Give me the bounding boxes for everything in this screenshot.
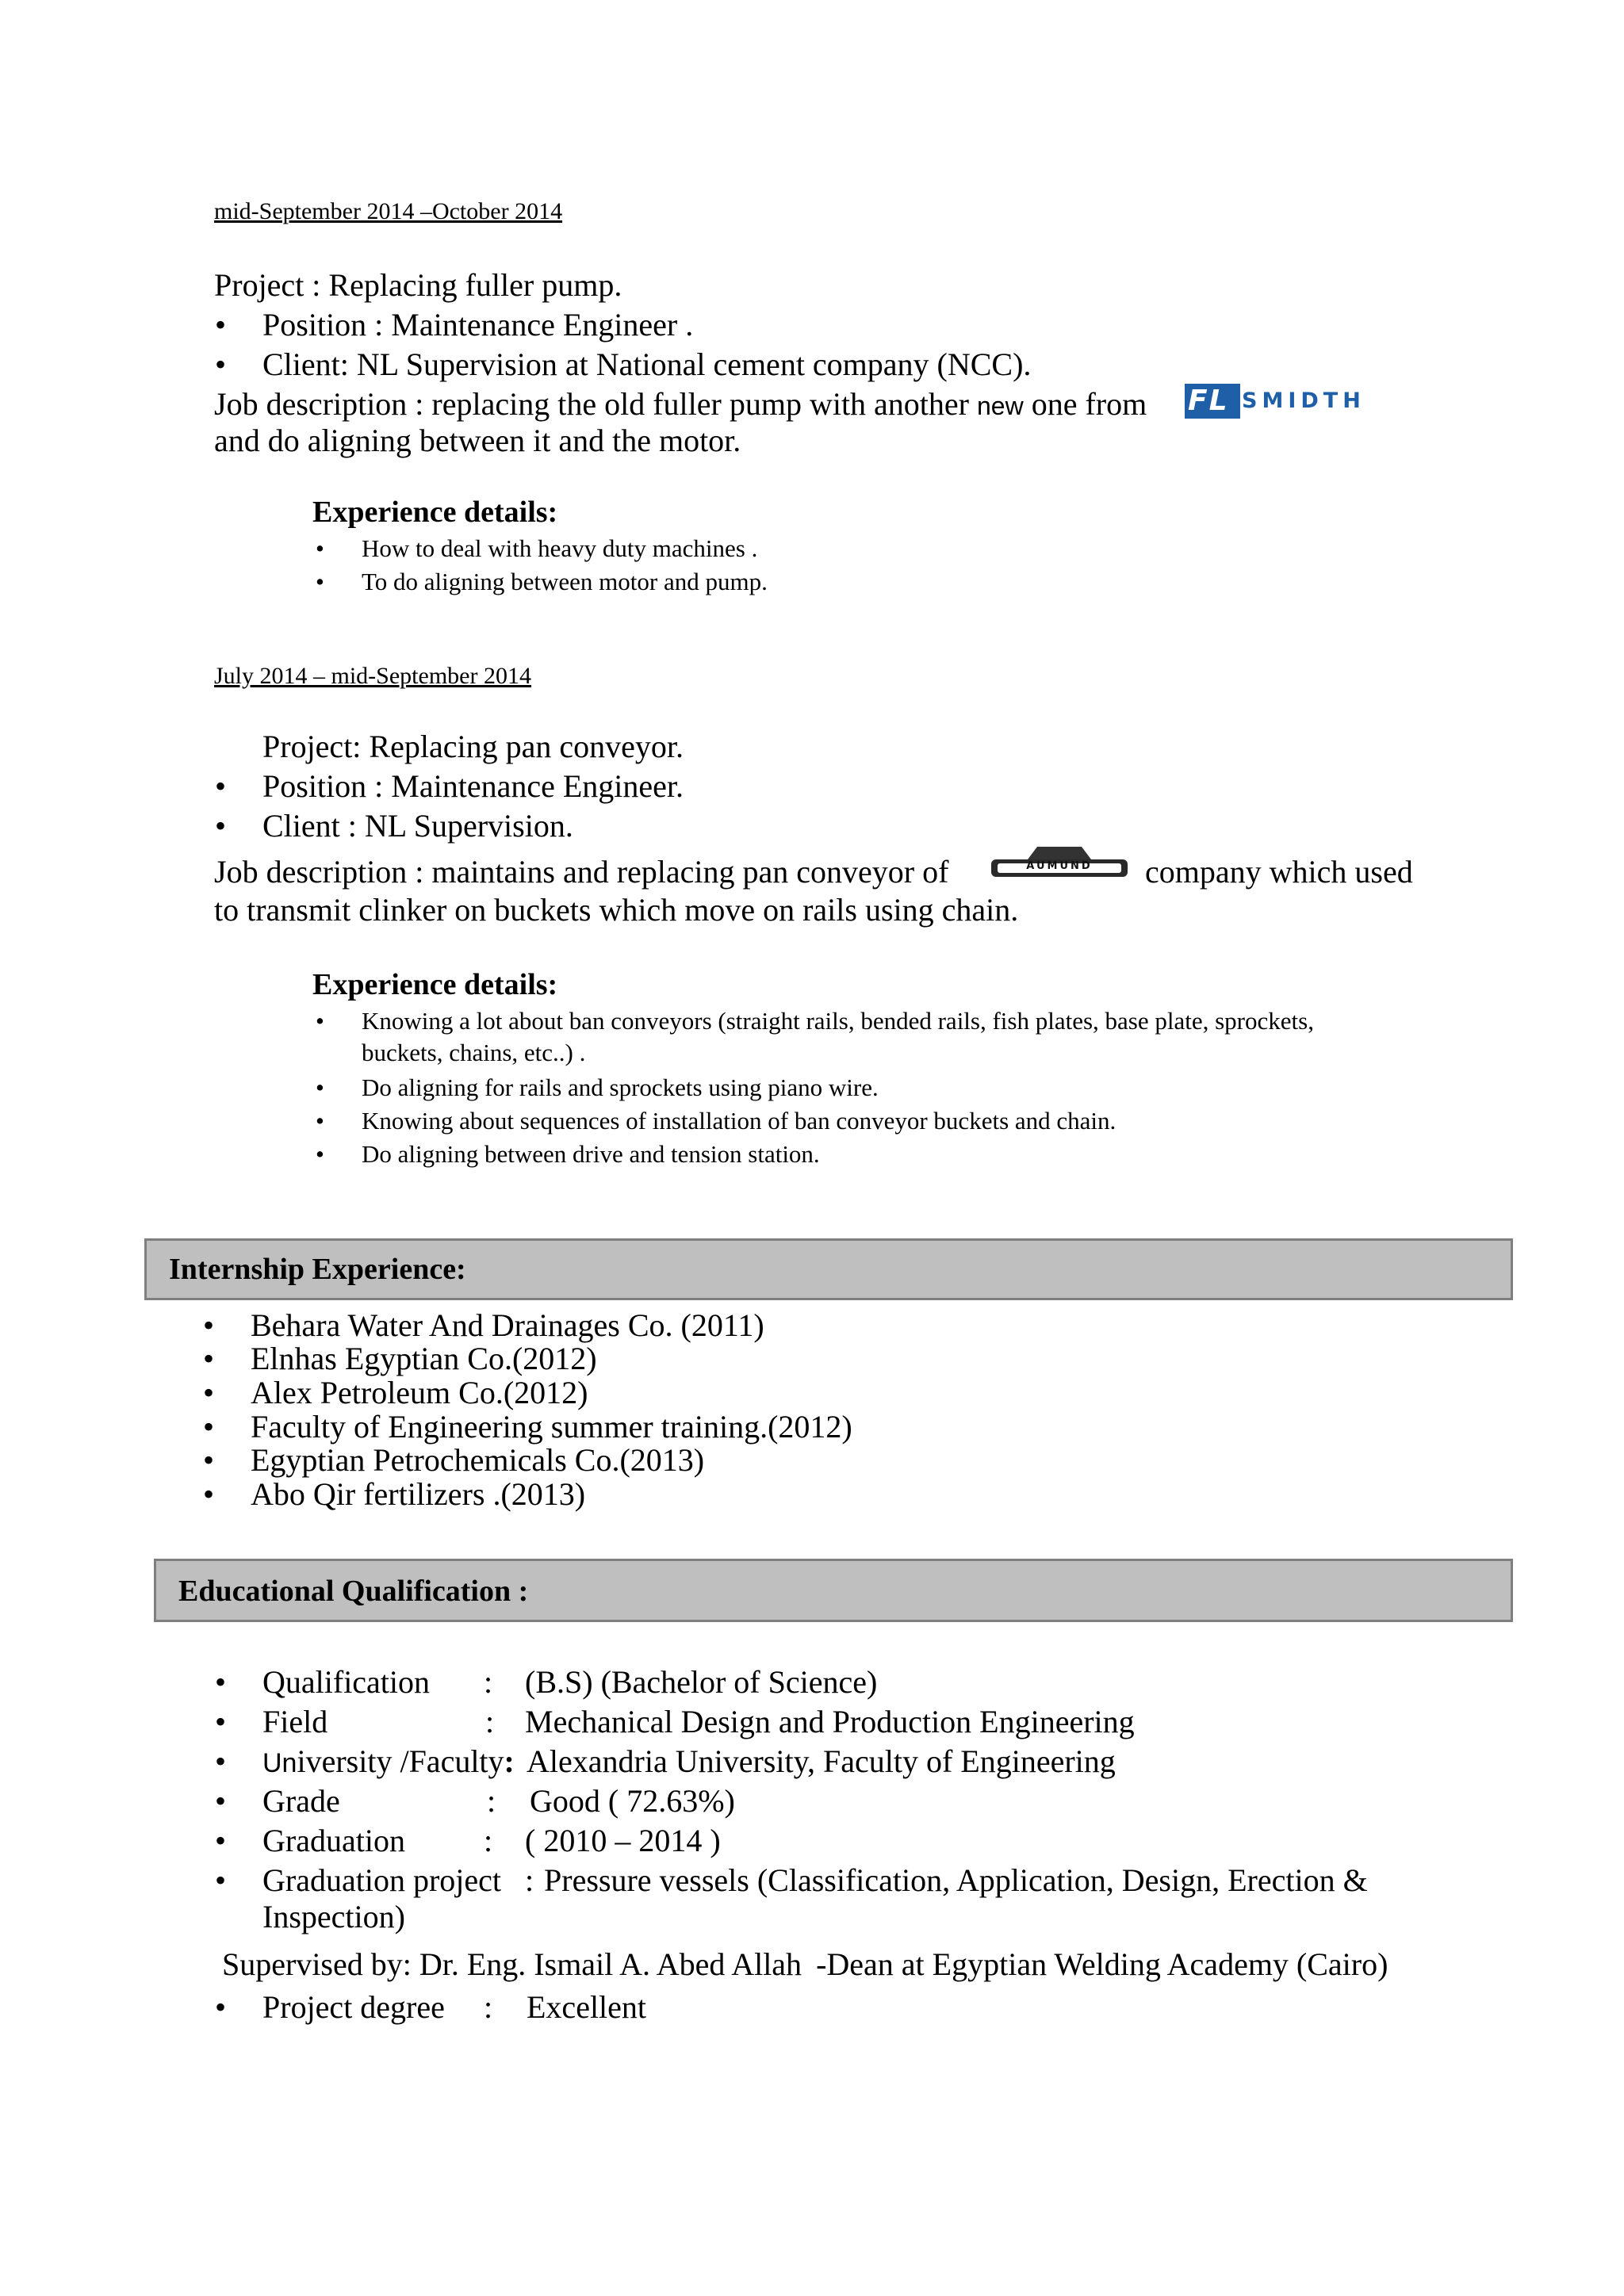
education-supervised-by: Supervised by: Dr. Eng. Ismail A. Abed Allah (222, 1946, 802, 1982)
exp2-position: • Position : Maintenance Engineer. (262, 767, 684, 805)
education-project-label: • Graduation project (262, 1862, 501, 1899)
education-graduation-value: ( 2010 – 2014 ) (525, 1823, 721, 1858)
education-qualification-value: (B.S) (Bachelor of Science) (525, 1664, 878, 1700)
aumund-logo-text: AUMUND (1026, 860, 1093, 872)
education-colon: : (525, 1862, 534, 1898)
education-colon: : (484, 1989, 493, 2025)
internship-section-header (144, 1238, 1513, 1300)
flsmidth-logo-smidth: SMIDTH (1242, 388, 1365, 413)
exp2-detail-item: • Do aligning for rails and sprockets using piano wire. (362, 1073, 879, 1102)
exp1-project: Project : Replacing fuller pump. (214, 267, 622, 303)
education-university-label (262, 1743, 515, 1780)
education-title: Educational Qualification : (178, 1575, 529, 1608)
exp1-job-description (214, 385, 1147, 423)
internship-item: • Behara Water And Drainages Co. (2011) (251, 1307, 764, 1344)
exp1-job-line2: and do aligning between it and the motor. (214, 423, 741, 458)
internship-title: Internship Experience: (169, 1253, 466, 1286)
exp2-job-pre: Job description : maintains and replacing pan conveyor of (214, 854, 949, 890)
education-colon: : (487, 1783, 496, 1819)
exp1-client: • Client: NL Supervision at National cement company (NCC). (262, 346, 1031, 383)
education-section-header (154, 1559, 1513, 1622)
education-colon: : (484, 1664, 493, 1700)
education-field-label: • Field (262, 1703, 327, 1740)
internship-item: • Egyptian Petrochemicals Co.(2013) (251, 1441, 704, 1479)
exp2-project: Project: Replacing pan conveyor. (262, 729, 684, 764)
internship-item: • Faculty of Engineering summer training.(2012) (251, 1408, 852, 1445)
exp1-detail-item: • How to deal with heavy duty machines . (362, 534, 757, 563)
education-graduation-label: • Graduation (262, 1822, 405, 1859)
education-grade-value: Good ( 72.63%) (530, 1783, 735, 1819)
exp2-client: • Client : NL Supervision. (262, 807, 573, 844)
education-supervised-dash: - (816, 1946, 827, 1982)
aumund-logo (990, 845, 1129, 882)
education-colon: : (504, 1743, 515, 1779)
exp2-job-line2: to transmit clinker on buckets which move on rails using chain. (214, 892, 1019, 928)
education-university-value: Alexandria University, Faculty of Engineering (527, 1743, 1116, 1779)
education-colon: : (485, 1704, 495, 1739)
exp2-details-title: Experience details: (312, 968, 558, 1001)
education-project-value-line2: Inspection) (262, 1899, 405, 1934)
education-university-label-small: Un (262, 1748, 297, 1778)
exp2-detail-item: • Knowing a lot about ban conveyors (straight rails, bended rails, fish plates, base plate, sprockets, (362, 1007, 1314, 1035)
education-qualification-label: • Qualification (262, 1663, 430, 1701)
education-university-label-rest: iversity /Faculty (297, 1743, 504, 1779)
exp2-detail-item: • Do aligning between drive and tension station. (362, 1140, 820, 1169)
exp1-date: mid-September 2014 –October 2014 (214, 198, 563, 224)
exp1-details-title: Experience details: (312, 496, 558, 529)
education-degree-label: • Project degree (262, 1988, 445, 2026)
internship-item: • Alex Petroleum Co.(2012) (251, 1374, 588, 1411)
education-degree-value: Excellent (527, 1989, 647, 2025)
flsmidth-logo-fl: FL (1188, 385, 1229, 417)
internship-item: • Elnhas Egyptian Co.(2012) (251, 1340, 597, 1377)
education-colon: : (484, 1823, 493, 1858)
exp2-job-post: company which used (1145, 854, 1413, 890)
education-supervised (222, 1946, 1388, 1983)
exp1-job-pre: Job description : replacing the old fuller pump with another (214, 386, 977, 422)
flsmidth-logo (1185, 384, 1403, 419)
education-field-value: Mechanical Design and Production Engineering (525, 1704, 1135, 1739)
internship-item: • Abo Qir fertilizers .(2013) (251, 1475, 585, 1513)
education-grade-label: • Grade (262, 1782, 340, 1820)
education-supervised-rest: Dean at Egyptian Welding Academy (Cairo) (826, 1946, 1388, 1982)
exp2-date: July 2014 – mid-September 2014 (214, 663, 531, 689)
education-project-value: Pressure vessels (Classification, Application, Design, Erection & (544, 1862, 1368, 1898)
exp1-position: • Position : Maintenance Engineer . (262, 306, 693, 343)
exp1-job-post: one from (1023, 386, 1147, 422)
exp1-job-new: new (977, 392, 1024, 420)
exp2-detail-item-continued: buckets, chains, etc..) . (362, 1039, 586, 1066)
exp2-detail-item: • Knowing about sequences of installation of ban conveyor buckets and chain. (362, 1107, 1116, 1135)
exp1-detail-item: • To do aligning between motor and pump. (362, 568, 768, 596)
